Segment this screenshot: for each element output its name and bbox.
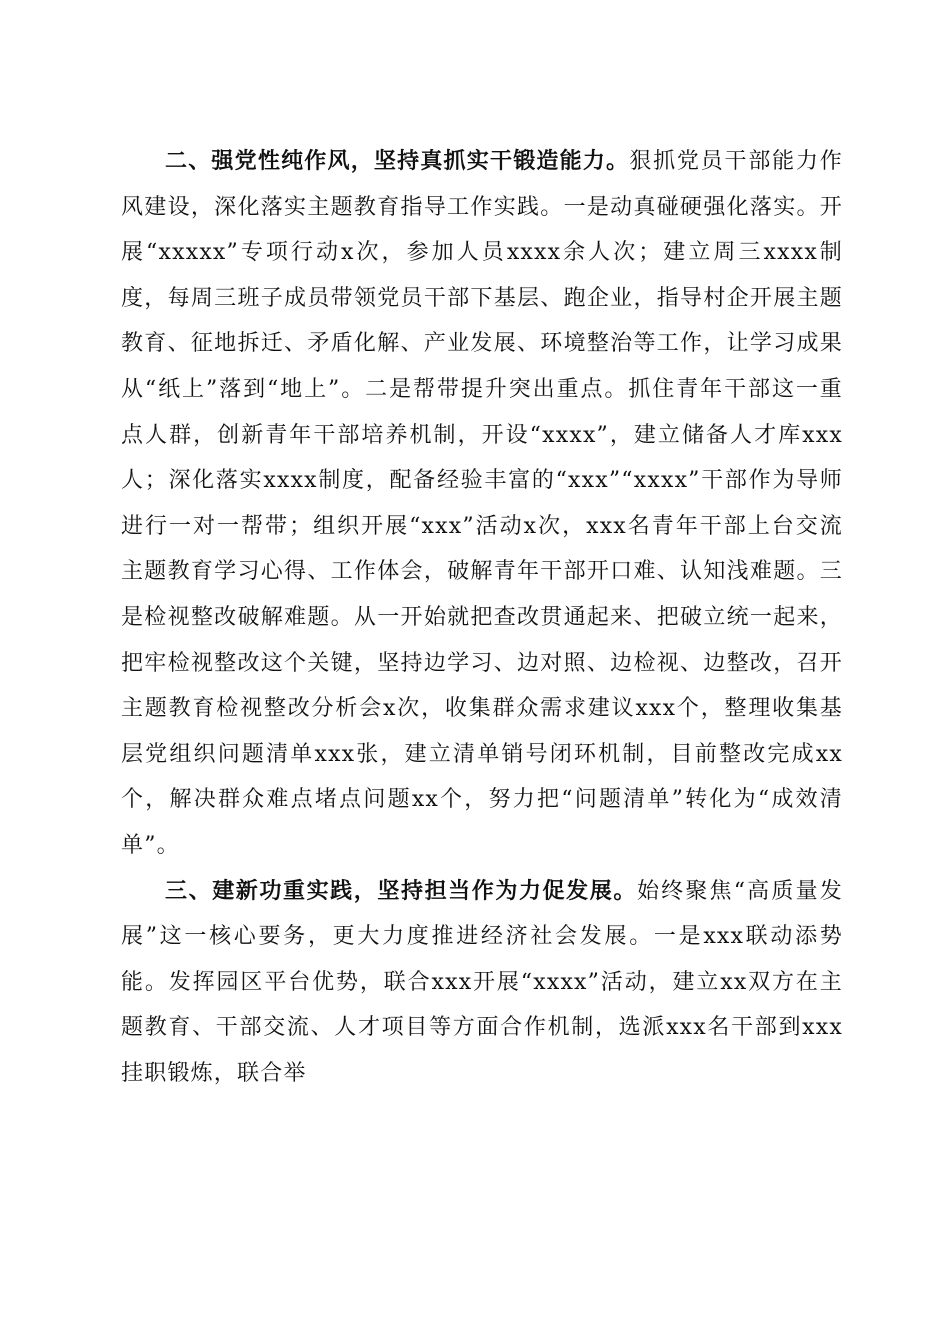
section-2-body: 狠抓党员干部能力作风建设，深化落实主题教育指导工作实践。一是动真碰硬强化落实。开展“xxxxx”专项行动x次，参加人员xxxx余人次；建立周三xxxx制度，每周三班子成员带领党员干部下基层、跑企业，指导村企开展主题教育、征地拆迁、矛盾化解、产业发展、环境整治等工作，让学习成果从“纸上”落到“地上”。二是帮带提升突出重点。抓住青年干部这一重点人群，创新青年干部培养机制，开设“xxxx”，建立储备人才库xxx人；深化落实xxxx制度，配备经验丰富的“xxx”“xxxx”干部作为导师进行一对一帮带；组织开展“xxx”活动x次，xxx名青年干部上台交流主题教育学习心得、工作体会，破解青年干部开口难、认知浅难题。三是检视整改破解难题。从一开始就把查改贯通起来、把破立统一起来，把牢检视整改这个关键，坚持边学习、边对照、边检视、边整改，召开主题教育检视整改分析会x次，收集群众需求建议xxx个，整理收集基层党组织问题清单xxx张，建立清单销号闭环机制，目前整改完成xx个，解决群众难点堵点问题xx个，努力把“问题清单”转化为“成效清单”。 <box>121 149 843 858</box>
paragraph-section-3 <box>121 869 843 1097</box>
section-3-heading: 三、建新功重实践，坚持担当作为力促发展。 <box>165 878 637 904</box>
paragraph-section-2 <box>121 139 843 869</box>
document-body <box>121 139 843 1096</box>
section-2-heading: 二、强党性纯作风，坚持真抓实干锻造能力。 <box>165 149 630 174</box>
section-3-body: 始终聚焦“高质量发展”这一核心要务，更大力度推进经济社会发展。一是xxx联动添势能。发挥园区平台优势，联合xxx开展“xxxx”活动，建立xx双方在主题教育、干部交流、人才项目等方面合作机制，选派xxx名干部到xxx挂职锻炼，联合举 <box>121 878 843 1086</box>
